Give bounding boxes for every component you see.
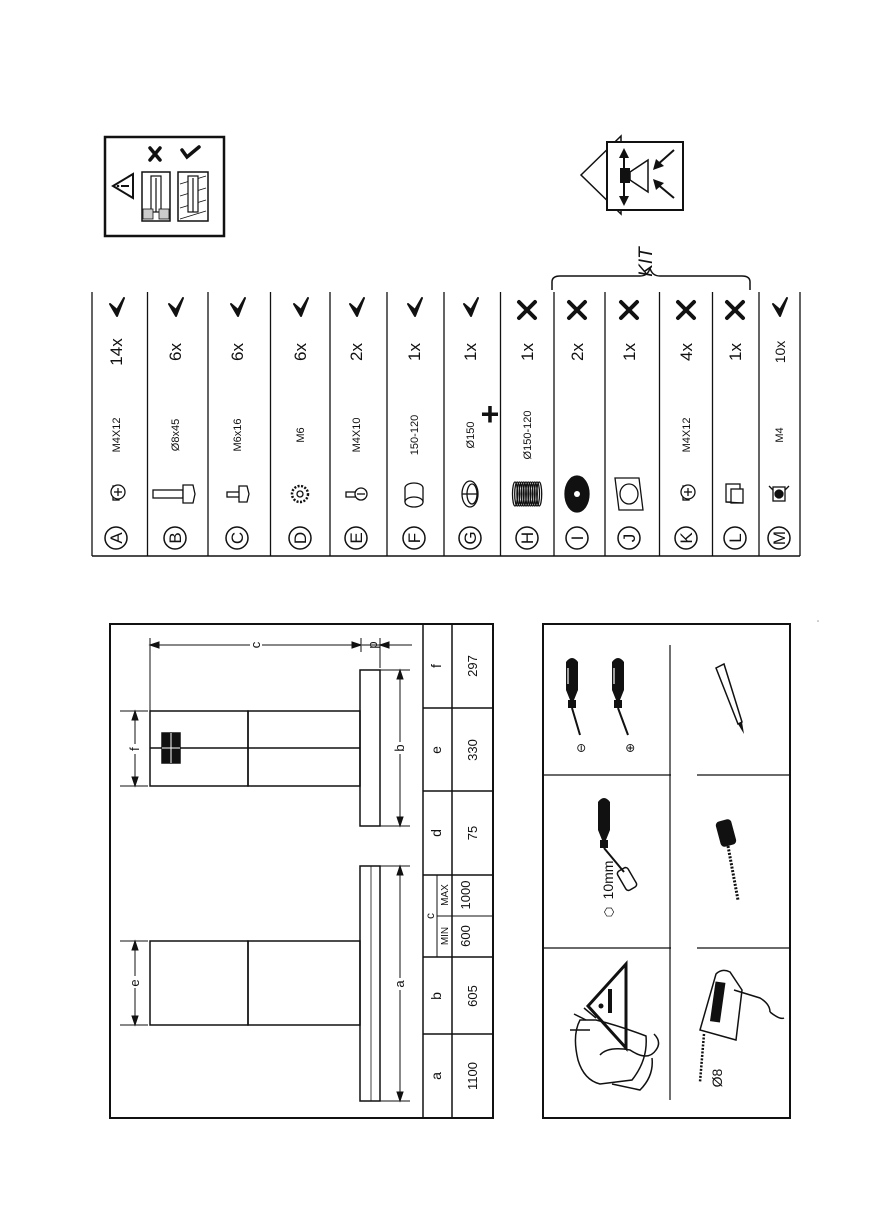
value-f: 297 [465,655,480,677]
part-spec: Ø150-120 [522,410,534,460]
part-row-a [92,292,148,556]
flexible-hose-icon [513,482,542,506]
socket-screwdriver-icon [598,798,638,917]
part-letter: G [461,531,480,545]
drill-icon [700,970,784,1087]
part-spec: M4X12 [681,417,693,453]
clip-icon [726,484,743,503]
cross-icon [678,302,694,318]
col-header-a: a [428,1072,444,1080]
part-row-b [153,292,208,556]
col-header-d: d [428,829,444,837]
part-letter-badge [618,527,640,549]
drill-bit-label: Ø8 [709,1068,725,1088]
check-icon [294,298,308,316]
flat-screwdriver-icon [566,658,588,753]
socket-size-label: 10mm [600,860,616,900]
part-quantity: 14x [107,338,126,366]
cage-nut-icon [769,486,789,501]
tools-panel [543,624,790,1118]
dimension-labels [127,639,407,990]
part-row-h [513,292,555,556]
part-letter-badge [164,527,186,549]
dim-label-c: c [248,641,263,649]
flat-tip-mark: ⊖ [574,742,588,754]
col-header-b: b [428,992,444,1000]
part-row-f [403,292,444,556]
part-spec: M6 [295,427,307,443]
part-quantity: 1x [518,343,537,361]
col-header-c-min: MIN [440,926,451,946]
part-quantity: 1x [461,343,480,361]
hood-side-view [150,866,380,1101]
pan-head-screw-icon [111,485,125,500]
cross-icon [519,302,535,318]
part-quantity: 4x [677,343,696,361]
part-letter: J [620,533,639,543]
plus-sign [481,396,500,432]
part-quantity: 1x [726,343,745,361]
col-header-e: e [428,746,444,754]
part-letter: C [228,531,247,545]
part-letter: F [405,532,424,544]
part-row-c [226,292,271,556]
part-letter-badge [516,527,538,549]
part-row-e [345,292,387,556]
pencil-icon [716,664,744,734]
col-header-c-max: MAX [440,884,451,906]
part-quantity: 6x [291,343,310,361]
part-letter: A [107,532,126,544]
check-icon [231,298,245,316]
dim-label-e: e [127,979,142,987]
dimension-lines [120,638,412,1101]
warning-triangle-icon [588,964,626,1048]
reducer-ring-icon [405,483,423,507]
col-header-c: c [423,913,437,919]
part-row-j [615,292,660,556]
part-quantity: 10x [772,340,788,364]
hood-front-view [150,640,380,826]
check-icon [169,298,183,316]
check-icon [182,147,199,157]
part-row-i [565,292,605,556]
deflector-icon [615,478,643,510]
part-letter: K [677,532,696,544]
value-c-min: 600 [458,925,473,947]
part-letter: I [568,535,587,541]
dimension-panel [110,624,493,1118]
part-spec: M4X12 [111,417,123,453]
part-letter-badge [566,527,588,549]
wall-plug-warning-box [105,137,224,236]
part-spec: M6x16 [232,418,244,452]
part-letter-badge [105,527,127,549]
check-icon [408,298,422,316]
registration-dot [817,620,819,622]
cross-icon [621,302,637,318]
dim-label-f: f [127,747,142,751]
check-icon [350,298,364,316]
part-quantity: 2x [568,343,587,361]
part-letter: B [166,532,185,544]
part-letter: E [347,532,366,544]
cross-screwdriver-icon [612,658,637,753]
part-spec: M4X10 [351,417,363,453]
col-header-f: f [428,664,444,668]
part-letter: H [518,531,537,545]
dim-label-a: a [392,980,407,988]
cross-icon [569,302,585,318]
part-quantity: 6x [228,343,247,361]
wall-anchor-bolt-icon [153,485,195,503]
hex-bolt-icon [227,486,249,502]
check-icon [773,298,787,316]
part-spec: Ø150 [465,421,477,449]
part-row-k [675,292,713,556]
wall-plug-wrong-icon [142,172,170,221]
check-icon [110,298,124,316]
dim-label-p: p [365,641,380,649]
part-letter-badge [403,527,425,549]
part-letter: M [770,530,789,546]
value-e: 330 [465,739,480,761]
part-letter-badge [724,527,746,549]
part-row-m [768,292,800,556]
warning-triangle-icon [113,174,133,198]
value-b: 605 [465,985,480,1007]
part-letter-badge [768,527,790,549]
slotted-screw-icon [346,488,367,500]
part-letter-badge [345,527,367,549]
value-a: 1100 [465,1062,480,1090]
value-c-max: 1000 [458,880,473,910]
part-row-l [724,292,759,556]
part-letter-badge [226,527,248,549]
kit-label: KIT [636,247,657,277]
part-quantity: 2x [347,343,366,361]
parts-list [92,292,800,556]
part-spec: 150-120 [409,414,421,456]
check-icon [464,298,478,316]
flange-ring-icon [462,481,478,507]
cross-icon [150,148,160,160]
part-letter-badge [675,527,697,549]
kit-brace [552,246,750,290]
value-d: 75 [465,825,480,841]
part-quantity: 1x [620,343,639,361]
part-letter-badge [459,527,481,549]
part-letter: D [291,531,310,545]
cross-icon [727,302,743,318]
part-quantity: 1x [405,343,424,361]
pan-head-screw-icon [681,485,695,500]
part-quantity: 6x [166,343,185,361]
recirculation-icon [581,136,683,214]
tape-measure-icon [715,818,738,900]
socket-hex-mark: ⬡ [602,906,616,918]
wall-plug-right-icon [178,172,208,221]
svg-text:+: + [480,396,500,432]
cross-tip-mark: ⊕ [623,742,637,754]
part-row-d [289,292,330,556]
part-letter: L [726,533,745,543]
toothed-washer-icon [292,486,308,502]
part-spec: M4 [774,427,786,443]
part-spec: Ø8x45 [170,418,182,452]
dim-label-b: b [392,744,407,752]
part-letter-badge [289,527,311,549]
charcoal-filter-icon [565,476,589,512]
